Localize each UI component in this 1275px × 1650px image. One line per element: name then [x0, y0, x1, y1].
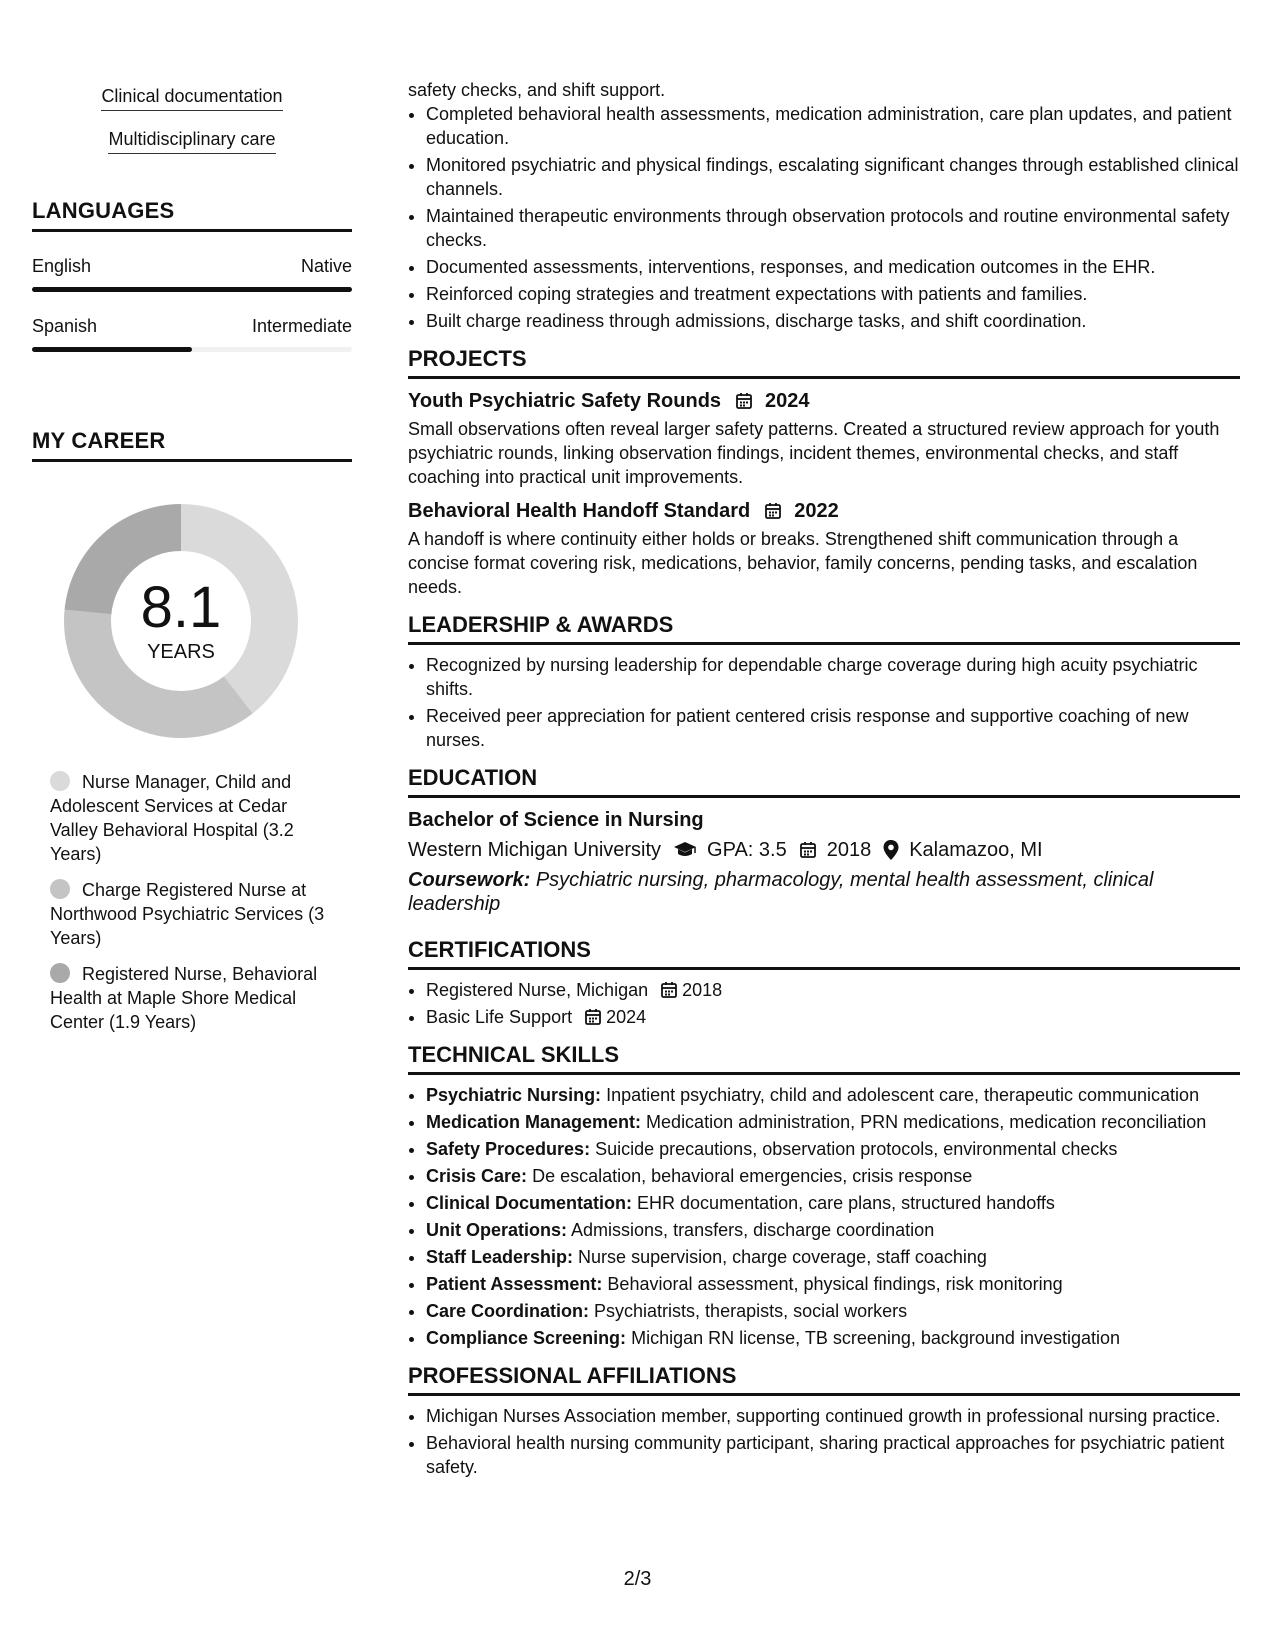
experience-carry-line: safety checks, and shift support.	[408, 80, 666, 100]
skill-value: Medication administration, PRN medications, medication reconciliation	[646, 1112, 1207, 1132]
skill-label: Medication Management:	[426, 1112, 642, 1132]
technical-skill-item	[426, 1272, 1240, 1296]
education-gpa: GPA: 3.5	[707, 839, 787, 861]
project-description: Small observations often reveal larger safety patterns. Created a structured review approach for youth psychiatric rounds, linking observation findings, incident themes, environmental checks, and staff coaching into practical unit improvements.	[408, 419, 1220, 487]
career-legend-item	[50, 770, 330, 866]
skill-value: Suicide precautions, observation protocols, environmental checks	[595, 1139, 1118, 1159]
skill-label: Patient Assessment:	[426, 1274, 603, 1294]
calendar-icon	[584, 1008, 602, 1026]
education-degree: Bachelor of Science in Nursing	[408, 809, 704, 831]
experience-bullet: • Maintained therapeutic environments through observation protocols and routine environmental safety checks.	[426, 204, 1240, 252]
certification-item	[426, 978, 1240, 1002]
leadership-bullet: • Recognized by nursing leadership for dependable charge coverage during high acuity psychiatric shifts.	[426, 653, 1240, 701]
career-legend-item	[50, 878, 330, 950]
languages-heading: LANGUAGES	[32, 198, 352, 232]
coursework-label: Coursework:	[408, 869, 531, 891]
coursework-text: Psychiatric nursing, pharmacology, mental health assessment, clinical leadership	[408, 869, 1154, 915]
certification-name: • Basic Life Support	[426, 1007, 573, 1027]
career-total-value: 8.1	[140, 574, 222, 640]
skill-label: Crisis Care:	[426, 1166, 528, 1186]
technical-skill-item	[426, 1110, 1240, 1134]
career-legend	[50, 770, 330, 1034]
project-description: A handoff is where continuity either holds or breaks. Strengthened shift communication through a concise format covering risk, medications, behavior, family concerns, pending tasks, and escalation needs.	[408, 529, 1198, 597]
language-level: Native	[300, 256, 352, 276]
skill-label: Care Coordination:	[426, 1301, 590, 1321]
skill-label: Unit Operations:	[426, 1220, 568, 1240]
language-name: Spanish	[32, 316, 98, 336]
language-item	[32, 256, 352, 292]
technical-skill-item	[426, 1326, 1240, 1350]
career-legend-item	[50, 962, 330, 1034]
career-total-unit: YEARS	[147, 640, 215, 663]
skill-value: Psychiatrists, therapists, social workers	[594, 1301, 908, 1321]
legend-dot	[50, 963, 70, 983]
skill-label: Compliance Screening:	[426, 1328, 627, 1348]
skill-tag: Multidisciplinary care	[108, 129, 275, 154]
page-number: 2/3	[623, 1568, 652, 1590]
project-year: 2022	[794, 500, 839, 522]
map-pin-icon	[883, 840, 899, 860]
legend-dot	[50, 879, 70, 899]
project-title: Behavioral Health Handoff Standard	[408, 500, 751, 522]
technical-skill-item	[426, 1083, 1240, 1107]
skill-label: Safety Procedures:	[426, 1139, 591, 1159]
affiliation-bullet: • Michigan Nurses Association member, supporting continued growth in professional nursing practice.	[426, 1404, 1240, 1428]
calendar-icon	[764, 502, 782, 520]
project-item	[408, 389, 1240, 489]
certification-year: 2018	[682, 980, 723, 1000]
leadership-bullets	[408, 653, 1240, 752]
technical-skill-item	[426, 1191, 1240, 1215]
technical-skill-item	[426, 1299, 1240, 1323]
experience-bullet: • Reinforced coping strategies and treatment expectations with patients and families.	[426, 282, 1240, 306]
certifications-heading: CERTIFICATIONS	[408, 938, 1240, 970]
education-school: Western Michigan University	[408, 839, 662, 861]
skill-label: Staff Leadership:	[426, 1247, 574, 1267]
education-coursework	[408, 868, 1240, 916]
skill-label: Clinical Documentation:	[426, 1193, 633, 1213]
language-proficiency-bar	[32, 347, 352, 352]
main-content	[408, 78, 1240, 1482]
career-role-label: Charge Registered Nurse at Northwood Psychiatric Services (3 Years)	[50, 880, 325, 948]
experience-bullet: • Built charge readiness through admissions, discharge tasks, and shift coordination.	[426, 309, 1240, 333]
education-heading: EDUCATION	[408, 766, 1240, 798]
language-name: English	[32, 256, 92, 276]
education-year: 2018	[826, 839, 872, 861]
experience-continuation	[408, 78, 1240, 333]
skill-tag: Clinical documentation	[101, 86, 282, 111]
language-proficiency-fill	[32, 347, 192, 352]
skill-value: Nurse supervision, charge coverage, staff coaching	[578, 1247, 987, 1267]
career-role-label: Registered Nurse, Behavioral Health at Maple Shore Medical Center (1.9 Years)	[50, 964, 318, 1032]
technical-skill-item	[426, 1164, 1240, 1188]
graduation-cap-icon	[673, 841, 697, 859]
skill-value: Inpatient psychiatry, child and adolescent care, therapeutic communication	[606, 1085, 1200, 1105]
education-location: Kalamazoo, MI	[909, 839, 1043, 861]
technical-skill-item	[426, 1245, 1240, 1269]
projects-heading: PROJECTS	[408, 347, 1240, 379]
language-level: Intermediate	[251, 316, 352, 336]
career-donut-chart	[56, 496, 306, 746]
affiliations-bullets	[408, 1404, 1240, 1479]
skill-value: Michigan RN license, TB screening, background investigation	[631, 1328, 1121, 1348]
calendar-icon	[799, 841, 817, 859]
skill-value: Admissions, transfers, discharge coordination	[571, 1220, 935, 1240]
leadership-heading: LEADERSHIP & AWARDS	[408, 613, 1240, 645]
technical-skills-list	[408, 1083, 1240, 1350]
technical-skill-item	[426, 1137, 1240, 1161]
language-proficiency-bar	[32, 287, 352, 292]
certification-item	[426, 1005, 1240, 1029]
skill-label: Psychiatric Nursing:	[426, 1085, 602, 1105]
project-year: 2024	[765, 390, 810, 412]
leadership-bullet: • Received peer appreciation for patient centered crisis response and supportive coaching of new nurses.	[426, 704, 1240, 752]
education-meta	[408, 838, 1240, 862]
certification-name: • Registered Nurse, Michigan	[426, 980, 649, 1000]
language-proficiency-fill	[32, 287, 352, 292]
project-title: Youth Psychiatric Safety Rounds	[408, 390, 722, 412]
experience-bullet: • Documented assessments, interventions, responses, and medication outcomes in the EHR.	[426, 255, 1240, 279]
sidebar	[32, 86, 352, 1046]
skill-value: Behavioral assessment, physical findings, risk monitoring	[607, 1274, 1063, 1294]
project-item	[408, 499, 1240, 599]
experience-bullet: • Monitored psychiatric and physical findings, escalating significant changes through established clinical channels.	[426, 153, 1240, 201]
language-item	[32, 316, 352, 352]
certifications-list	[408, 978, 1240, 1029]
calendar-icon	[735, 392, 753, 410]
experience-bullets	[408, 102, 1240, 333]
affiliation-bullet: • Behavioral health nursing community participant, sharing practical approaches for psychiatric patient safety.	[426, 1431, 1240, 1479]
technical-skills-heading: TECHNICAL SKILLS	[408, 1043, 1240, 1075]
legend-dot	[50, 771, 70, 791]
technical-skill-item	[426, 1218, 1240, 1242]
career-heading: MY CAREER	[32, 428, 352, 462]
skill-value: EHR documentation, care plans, structured handoffs	[637, 1193, 1055, 1213]
calendar-icon	[660, 981, 678, 999]
career-role-label: Nurse Manager, Child and Adolescent Services at Cedar Valley Behavioral Hospital (3.2 Years)	[50, 772, 294, 864]
experience-bullet: • Completed behavioral health assessments, medication administration, care plan updates, and patient education.	[426, 102, 1240, 150]
skill-value: De escalation, behavioral emergencies, crisis response	[532, 1166, 973, 1186]
certification-year: 2024	[606, 1007, 647, 1027]
affiliations-heading: PROFESSIONAL AFFILIATIONS	[408, 1364, 1240, 1396]
